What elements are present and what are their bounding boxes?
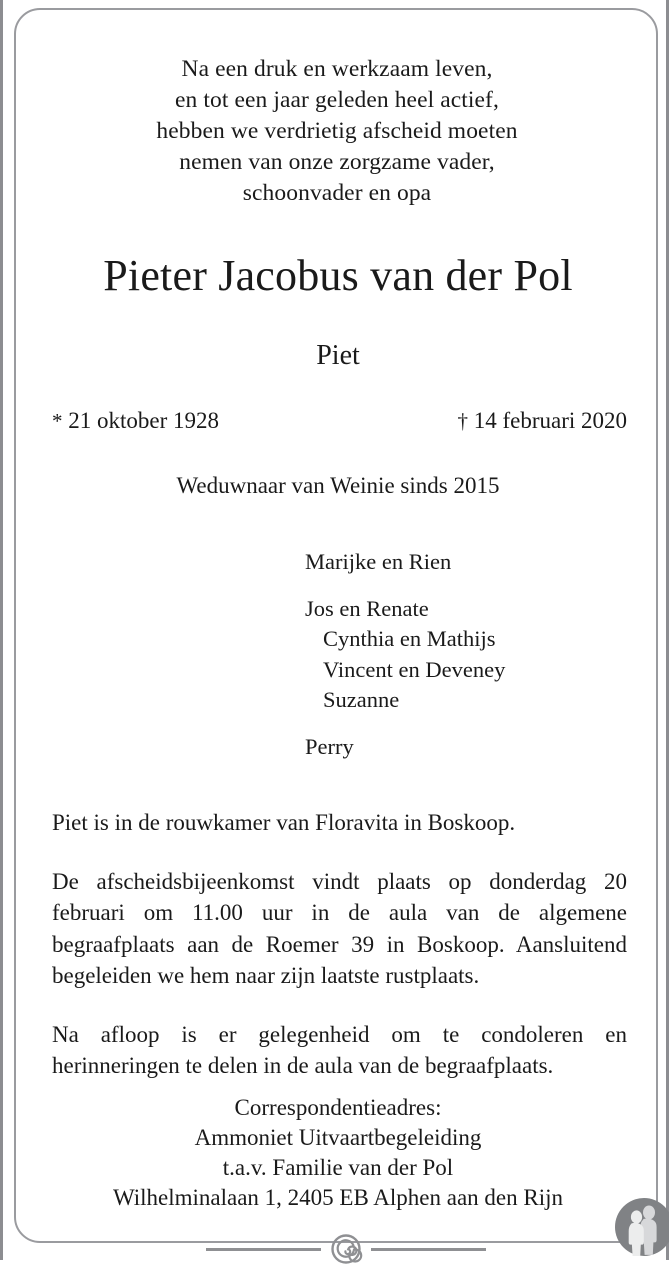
family-group (305, 594, 635, 716)
notice-body (52, 807, 627, 1082)
family-grandchild: Cynthia en Mathijs (323, 626, 496, 651)
intro-line-5: schoonvader en opa (242, 180, 432, 206)
family-group (305, 732, 635, 763)
family-list (305, 547, 635, 762)
correspondence-organisation: Ammoniet Uitvaartbegeleiding (194, 1125, 482, 1150)
family-group (305, 547, 635, 578)
intro-line-4: nemen van onze zorgzame vader, (179, 149, 495, 175)
ammonite-divider (206, 1232, 486, 1266)
body-paragraph-viewing: Piet is in de rouwkamer van Floravita in Boskoop. (52, 810, 516, 835)
deceased-nickname: Piet (316, 340, 360, 371)
ammonite-spiral-icon (329, 1232, 363, 1266)
notice-card-inner (16, 10, 656, 1241)
family-child: Perry (305, 733, 354, 759)
birth-date-group (52, 406, 219, 436)
divider-rule-left (206, 1248, 321, 1251)
marital-status: Weduwnaar van Weinie sinds 2015 (176, 473, 500, 498)
correspondence-address: Wilhelminalaan 1, 2405 EB Alphen aan den Rijn (112, 1185, 564, 1210)
birth-date: 21 oktober 1928 (68, 408, 220, 433)
intro-line-3: hebben we verdrietig afscheid moeten (156, 118, 518, 144)
deceased-full-name: Pieter Jacobus van der Pol (103, 251, 573, 300)
cross-dagger-icon: † (457, 409, 468, 433)
family-child: Marijke en Rien (305, 549, 452, 574)
intro-line-2: en tot een jaar geleden heel actief, (175, 87, 499, 113)
correspondence-block (36, 1093, 640, 1213)
death-notice-card (14, 8, 658, 1243)
birth-star-icon: * (52, 409, 63, 433)
death-date: 14 februari 2020 (473, 408, 627, 433)
divider-rule-right (371, 1248, 486, 1251)
body-paragraph-condolences: Na afloop is er gelegenheid om te condoleren en herinneringen te delen in de aula van de begraafplaats. (52, 1021, 627, 1078)
intro-line-1: Na een druk en werkzaam leven, (181, 56, 493, 82)
death-date-group (457, 406, 627, 436)
correspondence-attention: t.a.v. Familie van der Pol (222, 1155, 454, 1180)
ammoniet-funeral-logo-icon (613, 1196, 669, 1258)
family-grandchild: Suzanne (323, 687, 400, 712)
body-paragraph-ceremony: De afscheidsbijeenkomst vindt plaats op donderdag 20 februari om 11.00 uur in de aula van de algemene begraafplaats aan de Roemer 39 in Boskoop. Aansluitend begeleiden we hem naar zijn laatste rustplaats. (52, 868, 627, 988)
family-grandchild: Vincent en Deveney (323, 656, 506, 682)
family-child: Jos en Renate (305, 595, 429, 621)
correspondence-heading: Correspondentieadres: (234, 1095, 442, 1120)
intro-text (52, 54, 622, 209)
